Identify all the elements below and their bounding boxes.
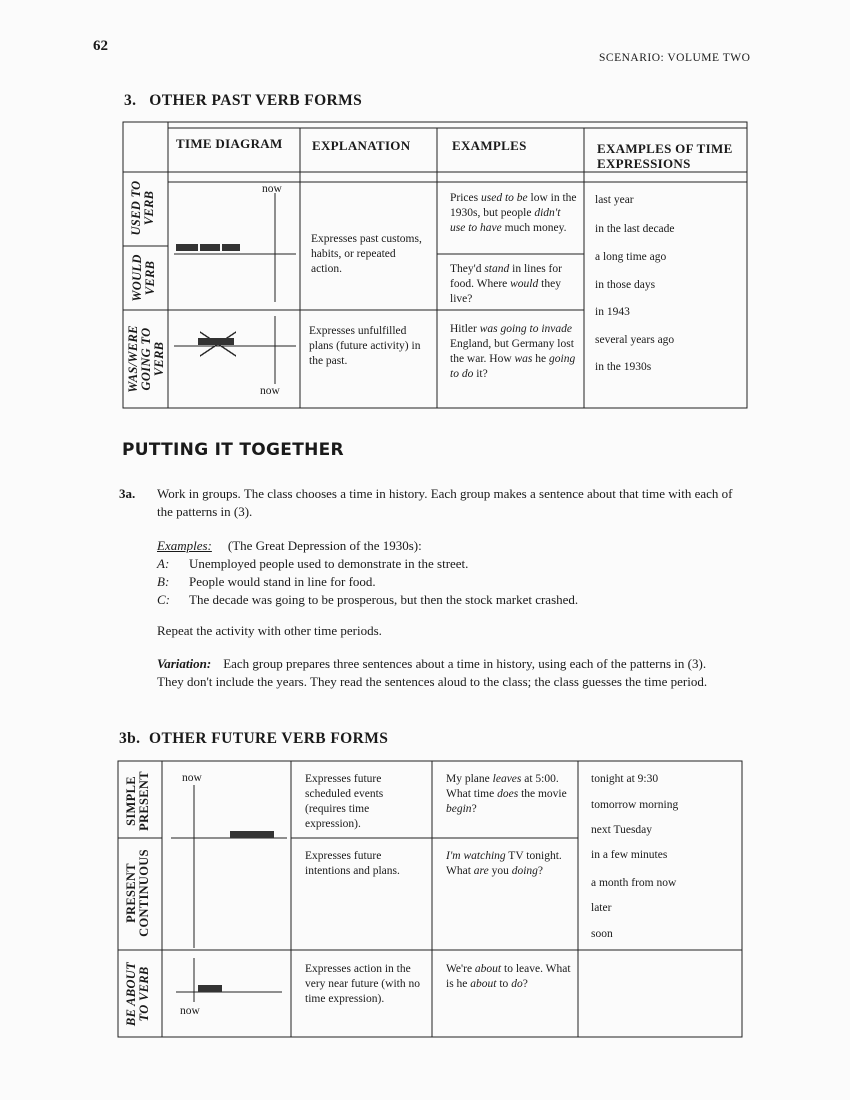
time-expr-1: last year	[595, 194, 634, 206]
time-expr-3: a long time ago	[595, 251, 667, 263]
running-head: SCENARIO: VOLUME TWO	[599, 52, 751, 64]
repeat-text: Repeat the activity with other time periods.	[157, 623, 382, 638]
variation-text: Variation: Each group prepares three sentences about a time in history, using each of the patterns in (3). They don't include the years. They read the sentences aloud to the class; the class guesses the time period.	[157, 656, 708, 689]
header-time-expressions: EXAMPLES OF TIME EXPRESSIONS	[597, 141, 733, 171]
explanation-1: Expresses past customs, habits, or repeated action.	[311, 233, 422, 275]
time-expr-3b-7: soon	[591, 928, 613, 940]
time-expr-4: in those days	[595, 279, 656, 291]
header-explanation: EXPLANATION	[312, 138, 411, 153]
example-3b-3: We're about to leave. What is he about to do?	[446, 963, 571, 990]
time-expr-2: in the last decade	[595, 223, 675, 235]
page-number: 62	[93, 38, 108, 54]
example-1: Prices used to be low in the 1930s, but people didn't use to have much money.	[450, 192, 577, 234]
time-expr-6: several years ago	[595, 334, 675, 346]
time-expr-7: in the 1930s	[595, 361, 652, 373]
example-3b-1: My plane leaves at 5:00. What time does the movie begin?	[446, 773, 567, 815]
time-expr-3b-2: tomorrow morning	[591, 799, 679, 811]
time-expr-3b-5: a month from now	[591, 877, 677, 889]
section-3-title: 3. OTHER PAST VERB FORMS	[124, 92, 363, 109]
example-3: Hitler was going to invade England, but Germany lost the war. How was he going to do it?	[450, 323, 576, 380]
examples-line: Examples: (The Great Depression of the 1930s):	[157, 538, 422, 553]
time-expr-3b-6: later	[591, 902, 612, 914]
diagram-now-label-2: now	[260, 385, 280, 397]
item-number: 3a.	[119, 486, 136, 501]
time-expr-3b-4: in a few minutes	[591, 849, 668, 861]
explanation-3b-3: Expresses action in the very near future (with no time expression).	[305, 963, 420, 1005]
time-expr-3b-3: next Tuesday	[591, 824, 653, 836]
explanation-3b-1: Expresses future scheduled events (requires time expression).	[305, 773, 384, 830]
header-examples: EXAMPLES	[452, 138, 527, 153]
putting-it-together-heading: PUTTING IT TOGETHER	[122, 440, 344, 460]
header-time-diagram: TIME DIAGRAM	[176, 136, 283, 151]
diagram-3b-now-label-1: now	[182, 772, 202, 784]
time-expr-3b-1: tonight at 9:30	[591, 773, 659, 785]
diagram-3b-now-label-2: now	[180, 1005, 200, 1017]
diagram-now-label-1: now	[262, 183, 282, 195]
row-label-present-continuous: PRESENT CONTINUOUS	[124, 849, 151, 937]
example-2: They'd stand in lines for food. Where would they live?	[450, 263, 562, 305]
explanation-2: Expresses unfulfilled plans (future activity) in the past.	[309, 325, 421, 367]
section-3b-title: 3b. OTHER FUTURE VERB FORMS	[119, 730, 389, 747]
row-label-used-to: USED TO VERB	[129, 180, 156, 236]
row-label-would: WOULD VERB	[130, 254, 157, 302]
example-3b-2: I'm watching TV tonight. What are you doing?	[446, 850, 562, 877]
example-lines: A: Unemployed people used to demonstrate in the street. B: People would stand in line for food. C: The decade was going to be prosperous, but then the stock market crashed.	[157, 556, 579, 607]
row-label-simple-present: SIMPLE PRESENT	[124, 771, 151, 831]
explanation-3b-2: Expresses future intentions and plans.	[305, 850, 400, 877]
item-text: Work in groups. The class chooses a time in history. Each group makes a sentence about that time with each of the patterns in (3).	[157, 486, 733, 519]
row-label-going-to: WAS/WERE GOING TO VERB	[126, 325, 166, 393]
row-label-be-about-to: BE ABOUT TO VERB	[124, 961, 151, 1027]
time-expr-5: in 1943	[595, 306, 630, 318]
